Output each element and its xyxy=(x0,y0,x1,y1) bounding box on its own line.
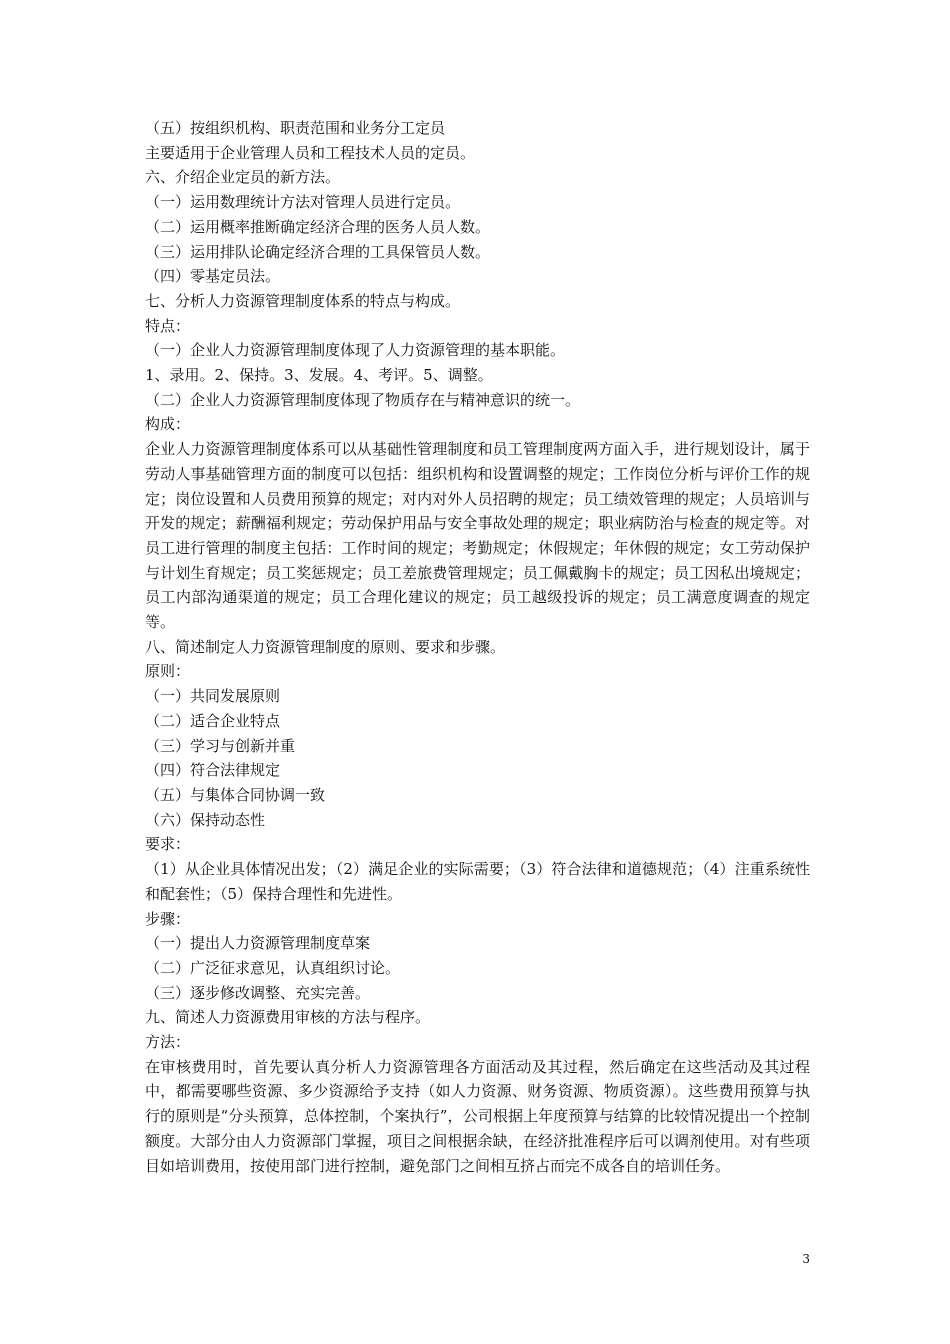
list-item: （二）广泛征求意见，认真组织讨论。 xyxy=(145,958,401,977)
method-paragraph: 在审核费用时，首先要认真分析人力资源管理各方面活动及其过程，然后确定在这些活动及其过程中，都需要哪些资源、多少资源给予支持（如人力资源、财务资源、物质资源）。这些费用预算与执行的原则是“分头预算，总体控制，个案执行”，公司根据上年度预算与结算的比较情况提出一个控制额度。大部分由人力资源部门掌握，项目之间根据余缺，在经济批准程序后可以调剂使用。对有些项目如培训费用，按使用部门进行控制，避免部门之间相互挤占而完不成各自的培训任务。 xyxy=(145,1057,810,1175)
list-item: （一）企业人力资源管理制度体现了人力资源管理的基本职能。 xyxy=(145,341,566,360)
list-item: （二）运用概率推断确定经济合理的医务人员人数。 xyxy=(145,217,491,236)
composition-paragraph: 企业人力资源管理制度体系可以从基础性管理制度和员工管理制度两方面入手，进行规划设计，属于劳动人事基础管理方面的制度可以包括：组织机构和设置调整的规定；工作岗位分析与评价工作的规定；岗位设置和人员费用预算的规定；对内对外人员招聘的规定；员工绩效管理的规定；人员培训与开发的规定；薪酬福利规定；劳动保护用品与安全事故处理的规定；职业病防治与检查的规定等。对员工进行管理的制度主包括：工作时间的规定；考勤规定；休假规定；年休假的规定；女工劳动保护与计划生育规定；员工奖惩规定；员工差旅费管理规定；员工佩戴胸卡的规定；员工因私出境规定；员工内部沟通渠道的规定；员工合理化建议的规定；员工越级投诉的规定；员工满意度调查的规定等。 xyxy=(145,440,810,632)
subheading: 方法： xyxy=(145,1033,191,1052)
section-heading: 七、分析人力资源管理制度体系的特点与构成。 xyxy=(145,291,461,310)
list-item: （四）符合法律规定 xyxy=(145,761,281,780)
list-item: （二）企业人力资源管理制度体现了物质存在与精神意识的统一。 xyxy=(145,390,581,409)
text-line: 主要适用于企业管理人员和工程技术人员的定员。 xyxy=(145,143,476,162)
subheading: 步骤： xyxy=(145,909,191,928)
section-heading: 六、介绍企业定员的新方法。 xyxy=(145,168,341,187)
list-item: （一）共同发展原则 xyxy=(145,687,281,706)
list-item: （一）提出人力资源管理制度草案 xyxy=(145,934,371,953)
subheading: 构成： xyxy=(145,415,191,434)
list-item: （三）运用排队论确定经济合理的工具保管员人数。 xyxy=(145,242,491,261)
list-item: （三）学习与创新并重 xyxy=(145,736,296,755)
section-heading: 九、简述人力资源费用审核的方法与程序。 xyxy=(145,1008,431,1027)
section-heading: 八、简述制定人力资源管理制度的原则、要求和步骤。 xyxy=(145,637,506,656)
page-number: 3 xyxy=(802,1252,810,1266)
list-item: （四）零基定员法。 xyxy=(145,267,281,286)
subheading: 原则： xyxy=(145,662,191,681)
list-item: （三）逐步修改调整、充实完善。 xyxy=(145,983,371,1002)
requirements-paragraph: （1）从企业具体情况出发；（2）满足企业的实际需要；（3）符合法律和道德规范；（4）注重系统性和配套性；（5）保持合理性和先进性。 xyxy=(145,860,810,903)
document-body xyxy=(145,116,810,1178)
heading-line: （五）按组织机构、职责范围和业务分工定员 xyxy=(145,119,446,137)
text-line: 1、录用。2、保持。3、发展。4、考评。5、调整。 xyxy=(145,366,493,385)
list-item: （二）适合企业特点 xyxy=(145,711,281,730)
list-item: （一）运用数理统计方法对管理人员进行定员。 xyxy=(145,193,461,212)
subheading: 要求： xyxy=(145,835,191,854)
subheading: 特点： xyxy=(145,316,191,335)
list-item: （六）保持动态性 xyxy=(145,810,266,829)
list-item: （五）与集体合同协调一致 xyxy=(145,785,326,804)
